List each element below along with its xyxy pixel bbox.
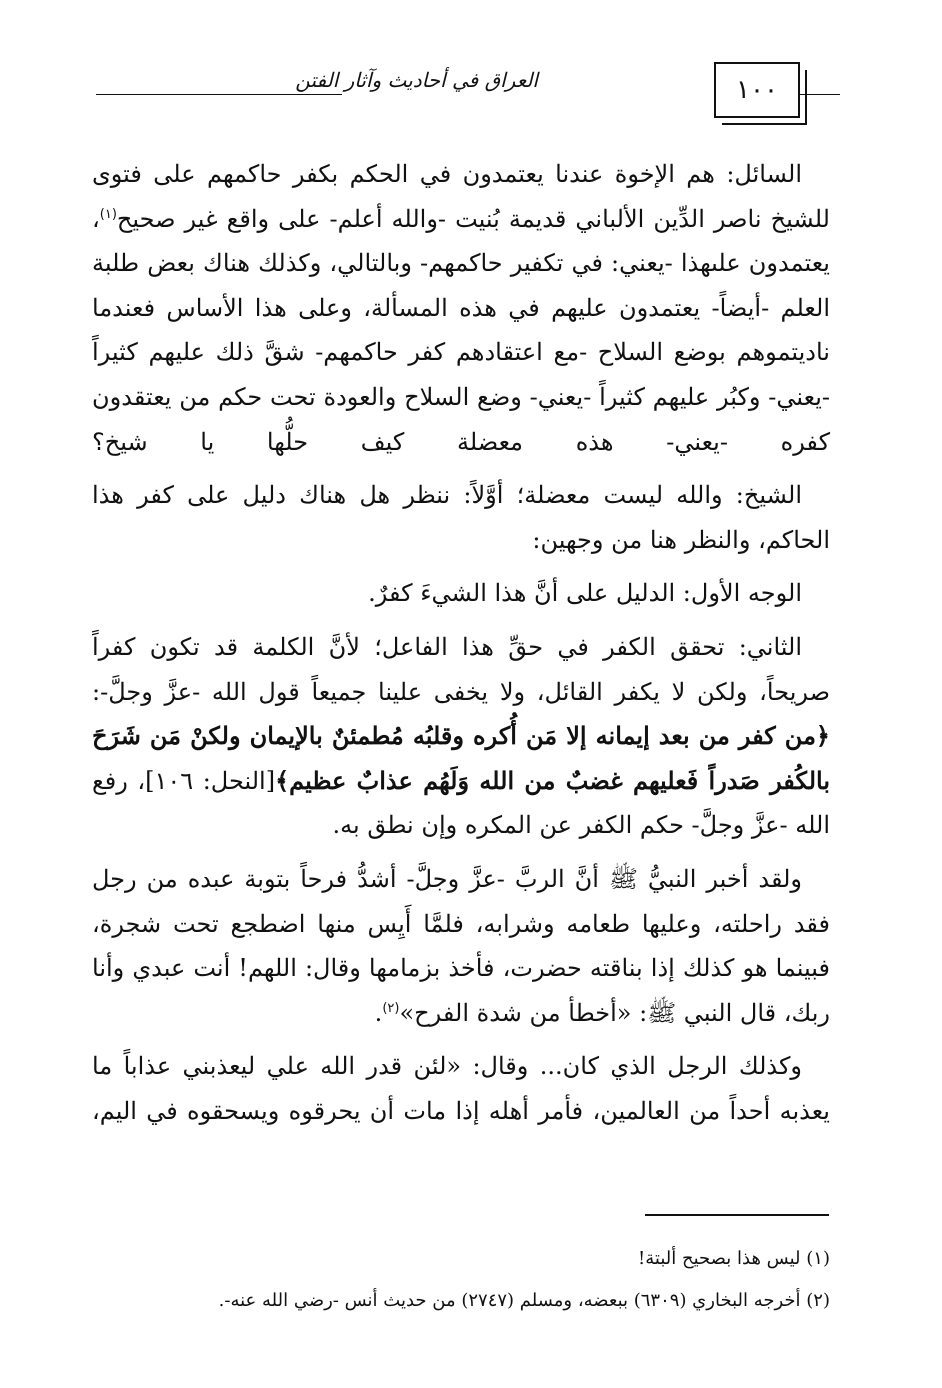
page-header — [96, 62, 840, 132]
page-number-box — [714, 62, 800, 118]
paragraph-hadith — [92, 857, 830, 1035]
footnote-separator — [645, 1214, 829, 1216]
text-run: وكذلك الرجل الذي كان... وقال: «لئن قدر الله علي ليعذبني عذاباً ما يعذبه أحداً من العالمين، فأمر أهله إذا مات أن يحرقوه ويسحقوه في اليم، — [92, 1052, 830, 1125]
footnote-2: (٢) أخرجه البخاري (٦٣٠٩) ببعضه، ومسلم (٢٧٤٧) من حديث أنس -رضي الله عنه-. — [218, 1290, 830, 1311]
text-run: . — [374, 998, 383, 1027]
text-run: الشيخ: والله ليست معضلة؛ أوَّلاً: ننظر هل هناك دليل على كفر هذا الحاكم، والنظر هنا من وجهين: — [92, 481, 830, 554]
footnotes — [92, 1238, 830, 1322]
paragraph-sheikh-answer — [92, 473, 830, 562]
book-title: العراق في أحاديث وآثار الفتن — [295, 68, 538, 92]
text-run: الثاني: تحقق الكفر في حقِّ هذا الفاعل؛ لأنَّ الكلمة قد تكون كفراً صريحاً، ولكن لا يكفر القائل، ولا يخفى علينا جميعاً قول الله -عزَّ وجلَّ-: — [92, 632, 830, 706]
quran-verse: ﴿من كفر من بعد إيمانه إلا مَن أُكره وقلبُه مُطمئنٌ بالإيمان ولكنْ مَن شَرَحَ بالكُفر صَدراً فَعليهم غضبٌ من الله وَلَهُم عذابٌ عظيم﴾ — [92, 721, 831, 795]
footnote-ref-1: (١) — [99, 206, 117, 222]
paragraph-questioner — [92, 152, 830, 464]
text-run: السائل: هم الإخوة عندنا يعتمدون في الحكم بكفر حاكمهم على فتوى للشيخ ناصر الدِّين الألباني قديمة بُنيت -والله أعلم- على واقع غير صحيح — [92, 160, 830, 233]
main-text — [92, 152, 830, 1142]
paragraph-second-aspect — [92, 625, 830, 848]
header-rule-left — [96, 94, 342, 95]
text-run: الوجه الأول: الدليل على أنَّ هذا الشيءَ كفرٌ. — [368, 579, 802, 608]
paragraph-first-aspect — [92, 571, 830, 616]
page-number: ١٠٠ — [736, 75, 778, 105]
footnote-ref-2: (٢) — [382, 1000, 400, 1016]
text-run: ولقد أخبر النبيُّ ﷺ أنَّ الربَّ -عزَّ وجلَّ- أشدُّ فرحاً بتوبة عبده من رجل فقد راحلته، وعليها طعامه وشرابه، فلمَّا أَيِس منها اضطجع تحت شجرة، فبينما هو كذلك إذا بناقته حضرت، فأخذ بزمامها وقال: اللهم! أنت عبدي وأنا ربك، قال النبي ﷺ: «أخطأ من شدة الفرح» — [92, 864, 830, 1027]
footnote-1: (١) ليس هذا بصحيح ألبتة! — [638, 1248, 830, 1269]
paragraph-man-story — [92, 1044, 830, 1133]
text-run: ، يعتمدون علىهذا -يعني: في تكفير حاكمهم- وبالتالي، وكذلك هناك بعض طلبة العلم -أيضاً- يعتمدون عليهم في هذه المسألة، وعلى هذا الأساس فعندما ناديتموهم بوضع السلاح -مع اعتقادهم كفر حاكمهم- شقَّ ذلك عليهم كثيراً -يعني- وكبُر عليهم كثيراً -يعني- وضع السلاح والعودة تحت حكم من يعتقدون كفره -يعني- هذه معضلة كيف حلُّها يا شيخ؟ — [92, 204, 831, 456]
text-run: [النحل: ١٠٦]، رفع الله -عزَّ وجلَّ- حكم الكفر عن المكره وإن نطق به. — [92, 766, 830, 840]
